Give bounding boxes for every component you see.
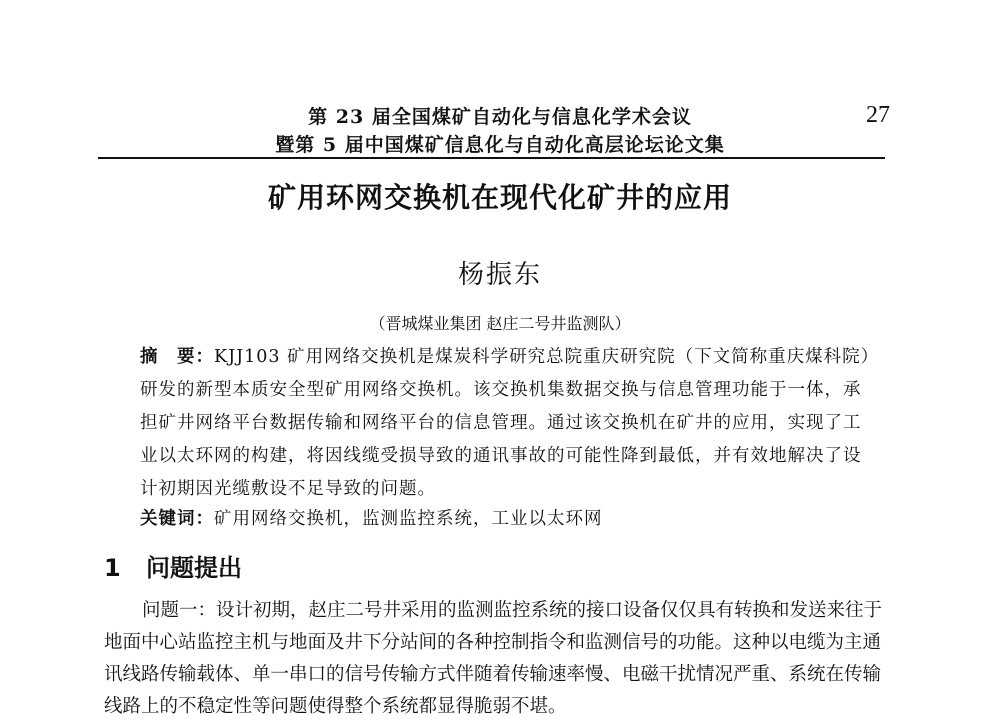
keywords-text: 矿用网络交换机，监测监控系统，工业以太环网 <box>214 509 603 529</box>
page-number: 27 <box>866 102 890 128</box>
section-heading <box>104 548 242 583</box>
section-number: 1 <box>104 554 121 582</box>
abstract-text: KJJ103 矿用网络交换机是煤炭科学研究总院重庆研究院（下文简称重庆煤科院）研发的新型本质安全型矿用网络交换机。该交换机集数据交换与信息管理功能于一体，承担矿井网络平台数据传输和网络平台的信息管理。通过该交换机在矿井的应用，实现了工业以太环网的构建，将因线缆受损导致的通讯事故的可能性降到最低，并有效地解决了设计初期因光缆敷设不足导致的问题。 <box>140 347 871 499</box>
section-paragraph: 问题一：设计初期，赵庄二号井采用的监测监控系统的接口设备仅仅具有转换和发送来往于地面中心站监控主机与地面及井下分站间的各种控制指令和监测信号的功能。这种以电缆为主通讯线路传输载体、单一串口的信号传输方式伴随着传输速率慢、电磁干扰情况严重、系统在传输线路上的不稳定性等问题使得整个系统都显得脆弱不堪。 <box>104 600 883 717</box>
abstract <box>140 341 875 506</box>
section-title: 问题提出 <box>146 554 242 582</box>
proceedings-header-line1: 第 23 届全国煤矿自动化与信息化学术会议 <box>308 106 692 128</box>
header-rule <box>98 157 885 159</box>
author-affiliation: （晋城煤业集团 赵庄二号井监测队） <box>369 314 631 333</box>
keywords <box>140 505 875 530</box>
paper-title: 矿用环网交换机在现代化矿井的应用 <box>267 181 732 214</box>
abstract-label: 摘 要： <box>140 347 214 367</box>
proceedings-header-line2: 暨第 5 届中国煤矿信息化与自动化高层论坛论文集 <box>275 134 725 156</box>
author-name: 杨振东 <box>457 260 542 290</box>
keywords-label: 关键词： <box>140 509 214 529</box>
